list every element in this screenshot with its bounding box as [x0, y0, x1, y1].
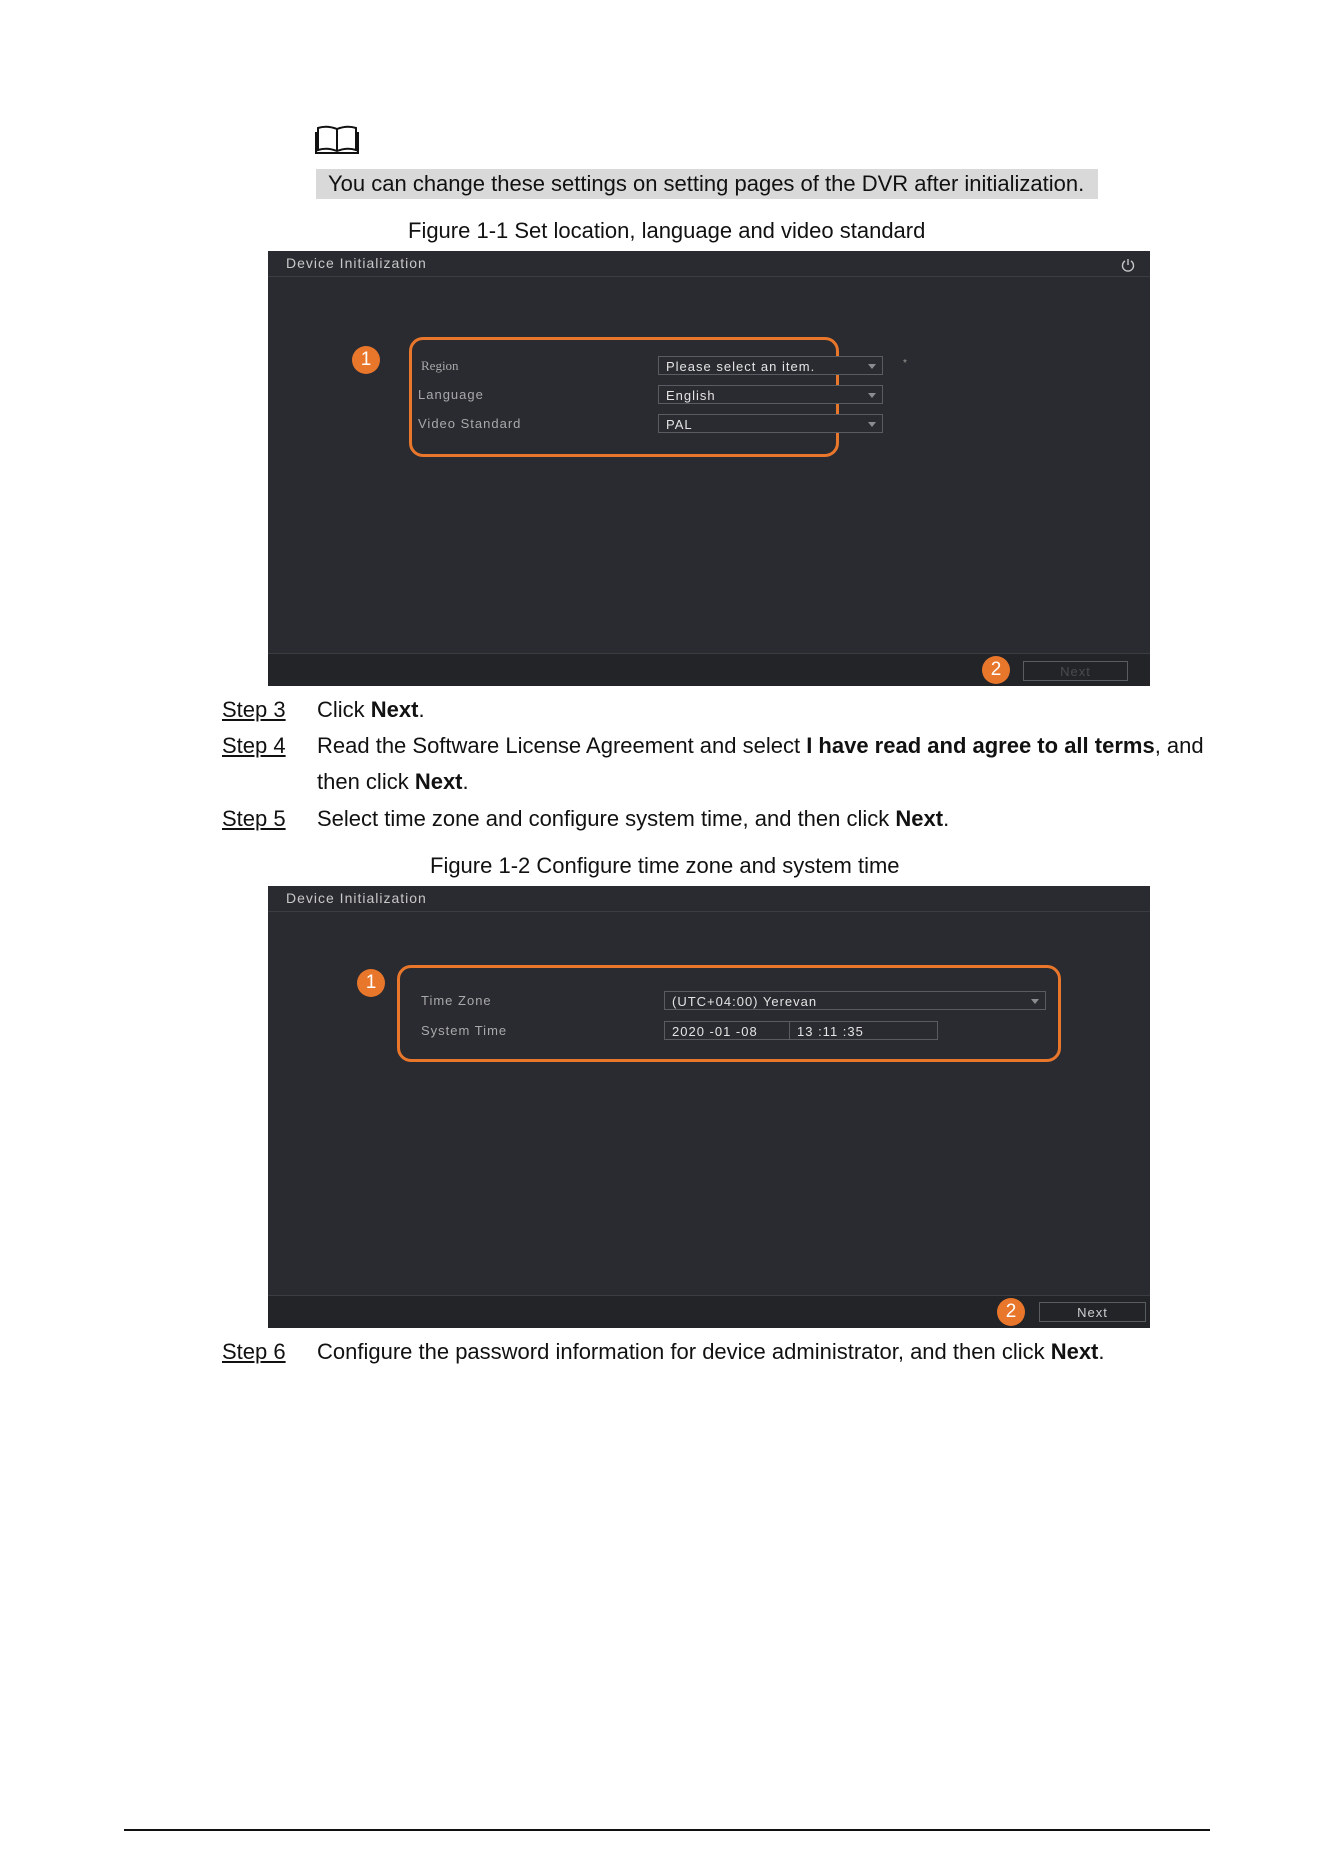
time-input[interactable]: 13 :11 :35: [789, 1021, 938, 1040]
video-standard-select[interactable]: PAL: [658, 414, 883, 433]
callout-badge: 2: [982, 656, 1010, 684]
chevron-down-icon: [868, 393, 876, 398]
chevron-down-icon: [868, 364, 876, 369]
region-select[interactable]: Please select an item.: [658, 356, 883, 375]
note-text: You can change these settings on setting pages of the DVR after initialization.: [316, 169, 1098, 199]
book-icon: [315, 124, 359, 154]
time-zone-label: Time Zone: [421, 993, 492, 1008]
power-icon[interactable]: [1120, 257, 1136, 273]
region-label: Region: [421, 358, 459, 373]
step-text: Select time zone and configure system time, and then click Next.: [317, 806, 950, 831]
step-text: Read the Software License Agreement and select I have read and agree to all terms, and: [317, 733, 1204, 758]
date-input[interactable]: 2020 -01 -08: [664, 1021, 790, 1040]
next-button[interactable]: Next: [1023, 661, 1128, 681]
language-label: Language: [418, 387, 484, 402]
chevron-down-icon: [868, 422, 876, 427]
time-zone-select[interactable]: (UTC+04:00) Yerevan: [664, 991, 1046, 1010]
step-text: Configure the password information for device administrator, and then click Next.: [317, 1339, 1105, 1364]
language-select[interactable]: English: [658, 385, 883, 404]
footer-rule: [124, 1829, 1210, 1831]
step-label: Step 3: [222, 697, 286, 722]
bottom-bar: [268, 653, 1150, 686]
step-label: Step 6: [222, 1339, 286, 1364]
callout-frame: [397, 965, 1061, 1062]
step-label: Step 4: [222, 733, 286, 758]
video-standard-label: Video Standard: [418, 416, 522, 431]
window-title: Device Initialization: [286, 255, 427, 271]
step-text-continued: then click Next.: [317, 769, 469, 794]
callout-badge: 2: [997, 1298, 1025, 1326]
figure-caption: Figure 1-2 Configure time zone and system time: [430, 853, 900, 878]
window-title: Device Initialization: [286, 890, 427, 906]
step-label: Step 5: [222, 806, 286, 831]
device-init-screenshot: [268, 886, 1150, 1328]
required-marker-icon: *: [903, 358, 907, 369]
chevron-down-icon: [1031, 999, 1039, 1004]
step-text: Click Next.: [317, 697, 425, 722]
next-button[interactable]: Next: [1039, 1302, 1146, 1322]
callout-badge: 1: [357, 969, 385, 997]
figure-caption: Figure 1-1 Set location, language and video standard: [408, 218, 926, 243]
system-time-label: System Time: [421, 1023, 508, 1038]
callout-badge: 1: [352, 346, 380, 374]
device-init-screenshot: [268, 251, 1150, 686]
